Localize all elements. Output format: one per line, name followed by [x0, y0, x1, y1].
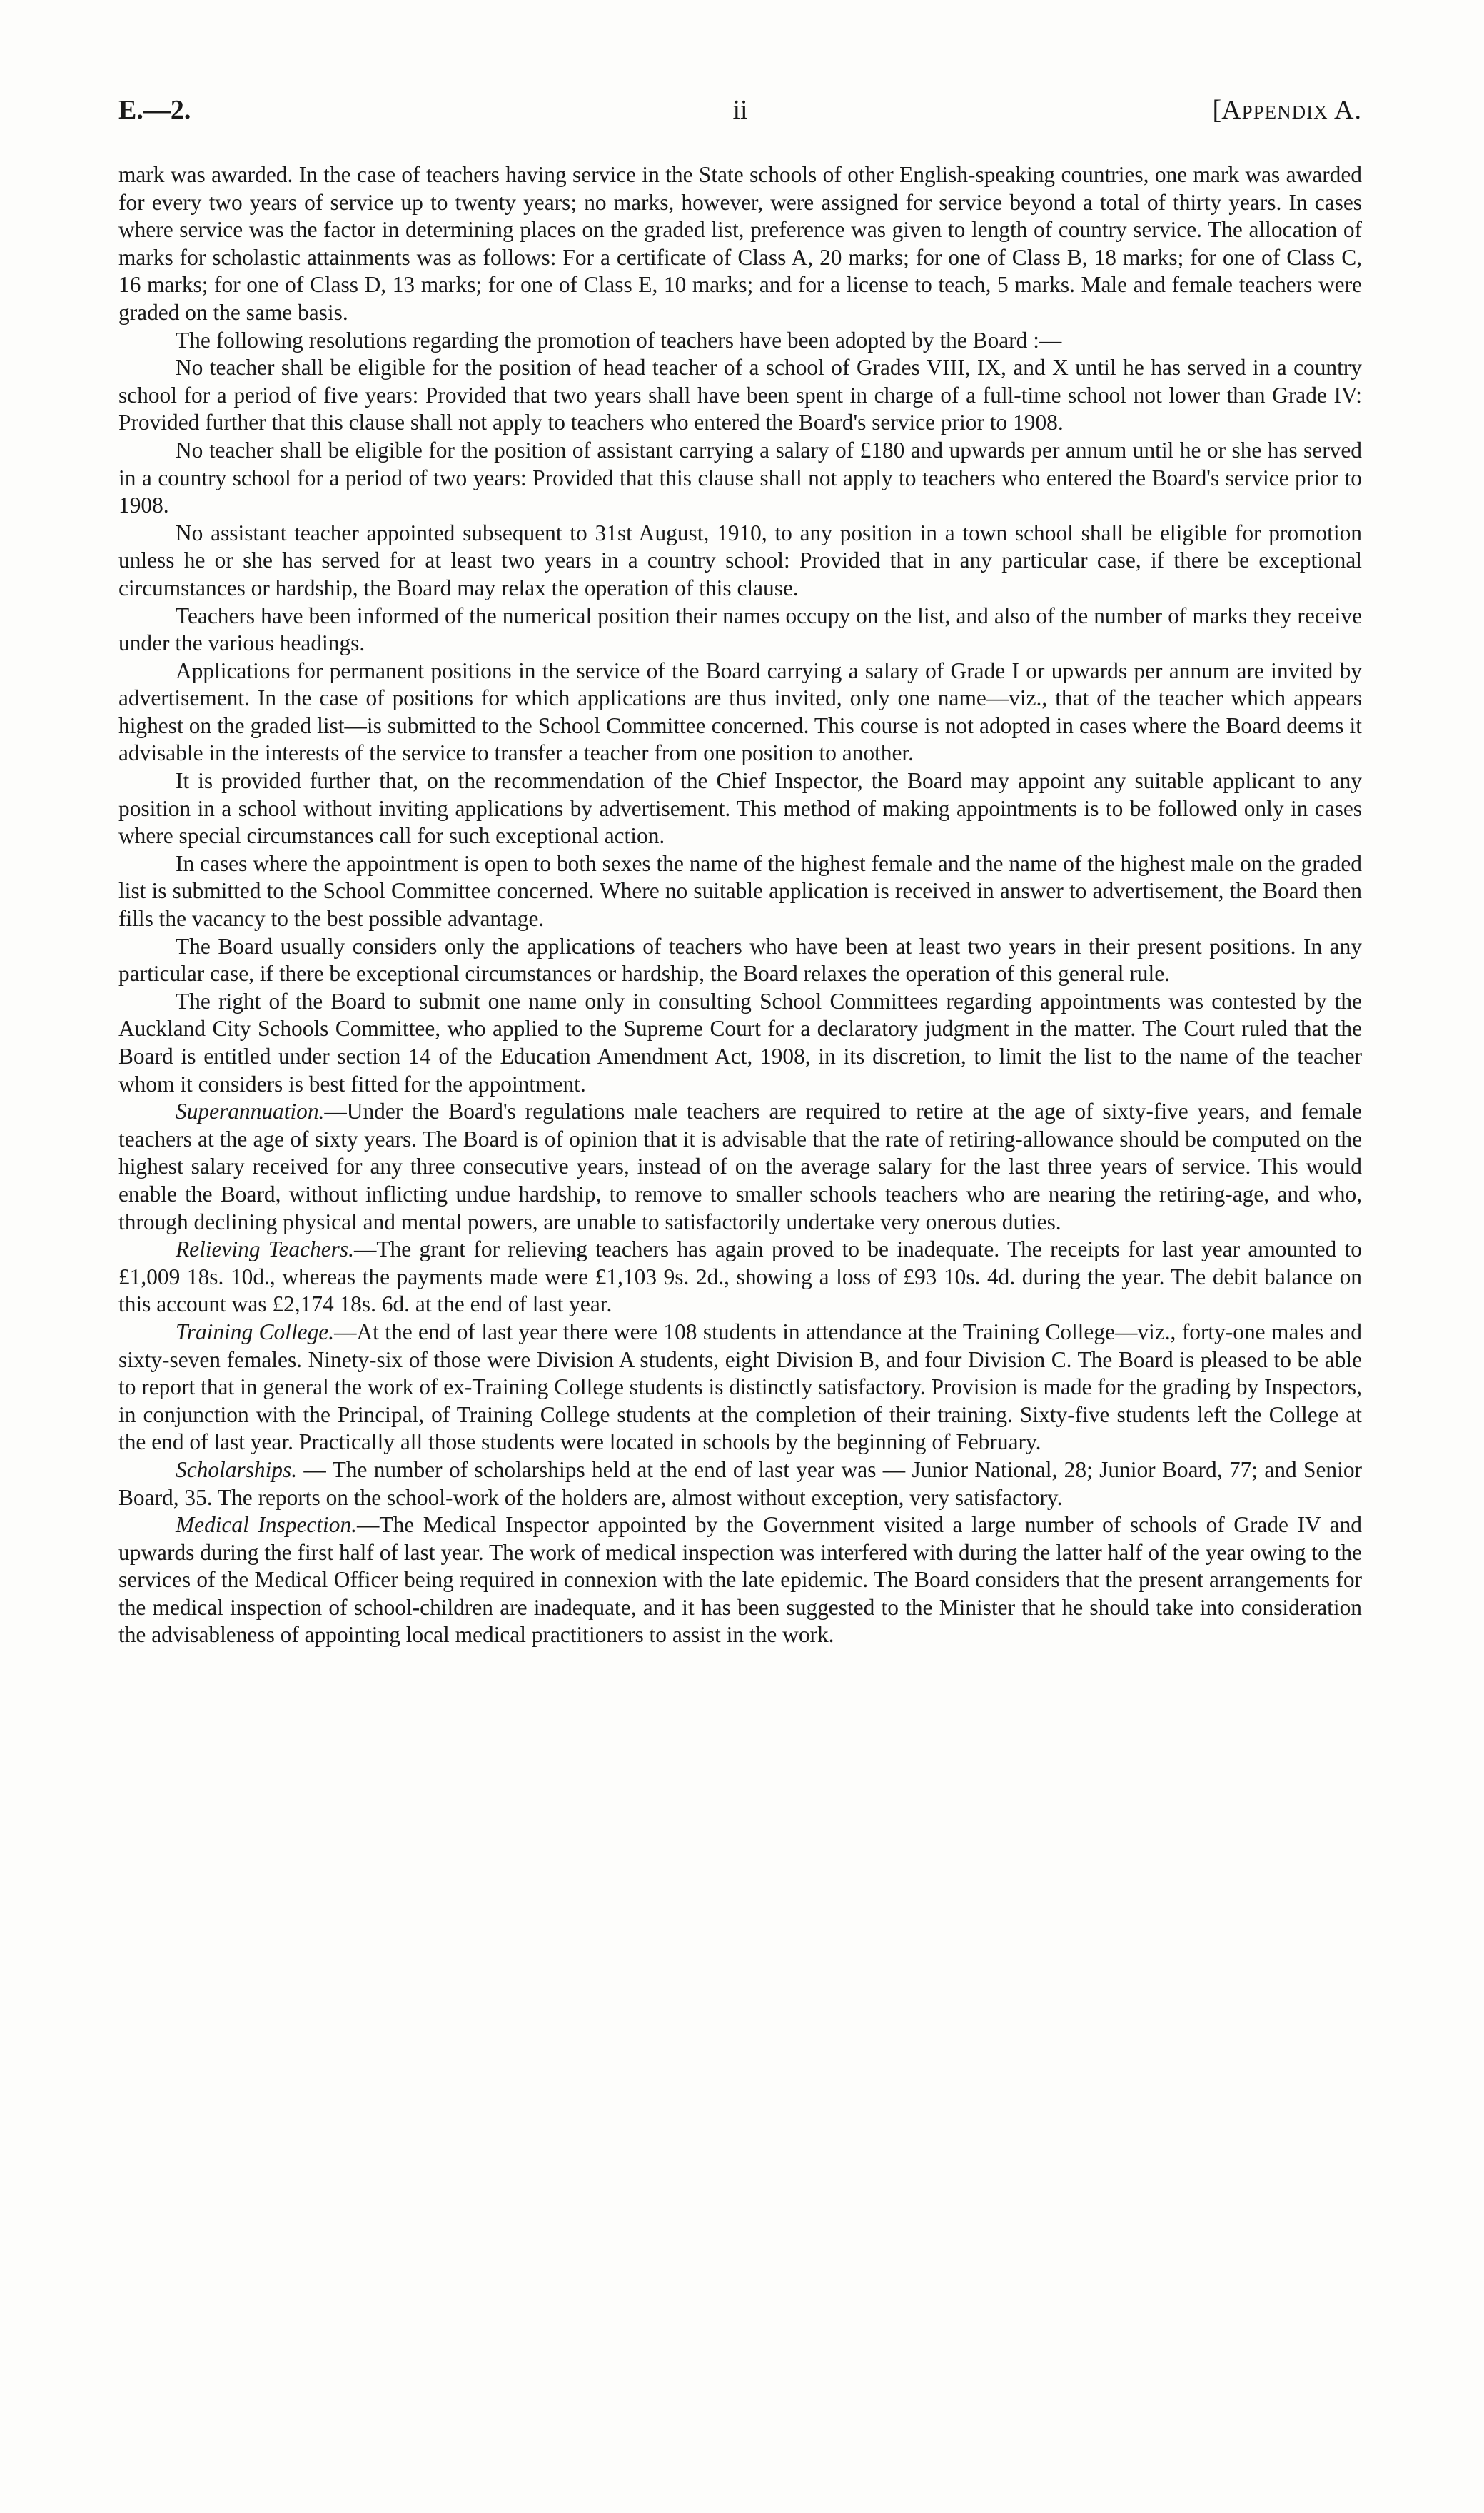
resolution-paragraph: No teacher shall be eligible for the position of assistant carrying a salary of £180 and upwards per annum until he or she has served in a country school for a period of two years: Provided that this clause shall not apply to teachers who entered the Board's service prior to 1908. [118, 437, 1362, 518]
appendix-label [1213, 94, 1362, 126]
section-text: —Under the Board's regulations male teachers are required to retire at the age of sixty-five years, and female teachers at the age of sixty years. The Board is of opinion that it is advisable that the rate of retiring-allowance should be computed on the highest salary received for any three consecutive years, instead of on the average salary for the last three years of service. This would enable the Board, without inflicting undue hardship, to remove to smaller schools teachers who are nearing the retiring-age, and who, through declining physical and mental powers, are unable to satisfactorily undertake very onerous duties. [118, 1099, 1362, 1234]
medical-inspection-section [118, 1511, 1362, 1649]
report-code: E.—2. [118, 95, 191, 125]
paragraph: Teachers have been informed of the numerical position their names occupy on the list, and also of the number of marks they receive under the various headings. [118, 603, 1362, 656]
section-text: —The Medical Inspector appointed by the Government visited a large number of schools of Grade IV and upwards during the first half of last year. The work of medical inspection was interfered with during the latter half of the year owing to the services of the Medical Officer being required in connexion with the late epidemic. The Board considers that the present arrangements for the medical inspection of school-children are inadequate, and it has been suggested to the Minister that he should take into consideration the advisableness of appointing local medical practitioners to assist in the work. [118, 1512, 1362, 1648]
paragraph: In cases where the appointment is open to both sexes the name of the highest female and the name of the highest male on the graded list is submitted to the School Committee concerned. Where no suitable application is received in answer to advertisement, the Board then fills the vacancy to the best possible advantage. [118, 850, 1362, 932]
section-text: — The number of scholarships held at the end of last year was — Junior National, 28; Junior Board, 77; and Senior Board, 35. The reports on the school-work of the holders are, almost without exception, very satisfactory. [118, 1456, 1362, 1510]
section-heading: Training College. [176, 1319, 335, 1344]
scholarships-section [118, 1456, 1362, 1511]
section-heading: Scholarships. [176, 1456, 298, 1482]
superannuation-section [118, 1098, 1362, 1236]
section-heading: Medical Inspection. [176, 1512, 358, 1538]
paragraph: The right of the Board to submit one name only in consulting School Committees regarding appointments was contested by the Auckland City Schools Committee, who applied to the Supreme Court for a declaratory judgment in the matter. The Court ruled that the Board is entitled under section 14 of the Education Amendment Act, 1908, in its discretion, to limit the list to the name of the teacher whom it considers is best fitted for the appointment. [118, 988, 1362, 1097]
relieving-teachers-section [118, 1236, 1362, 1319]
page-number: ii [732, 95, 748, 125]
resolution-paragraph: No teacher shall be eligible for the position of head teacher of a school of Grades VIII, IX, and X until he has served in a country school for a period of five years: Provided that two years shall have been spent in charge of a full-time school not lower than Grade IV: Provided further that this clause shall not apply to teachers who entered the Board's service prior to 1908. [118, 355, 1362, 435]
appendix-text: Appendix A. [1221, 95, 1362, 125]
page-header [118, 94, 1362, 137]
section-text: —At the end of last year there were 108 students in attendance at the Training College—viz., forty-one males and sixty-seven females. Ninety-six of those were Division A students, eight Division B, and four Division C. The Board is pleased to be able to report that in general the work of ex-Training College students is distinctly satisfactory. Provision is made for the grading by Inspectors, in conjunction with the Principal, of Training College students at the completion of their training. Sixty-five students left the College at the end of last year. Practically all those students were located in schools by the beginning of February. [118, 1319, 1363, 1455]
section-text: —The grant for relieving teachers has again proved to be inadequate. The receipts for last year amounted to £1,009 18s. 10d., whereas the payments made were £1,103 9s. 2d., showing a loss of £93 10s. 4d. during the year. The debit balance on this account was £2,174 18s. 6d. at the end of last year. [118, 1237, 1362, 1317]
section-heading: Relieving Teachers. [176, 1237, 354, 1262]
paragraph: The following resolutions regarding the promotion of teachers have been adopted by the Board :— [176, 327, 1062, 353]
paragraph: mark was awarded. In the case of teachers having service in the State schools of other English-speaking countries, one mark was awarded for every two years of service up to twenty years; no marks, however, were assigned for service beyond a total of thirty years. In cases where service was the factor in determining places on the graded list, preference was given to length of country service. The allocation of marks for scholastic attainments was as follows: For a certificate of Class A, 20 marks; for one of Class B, 18 marks; for one of Class C, 16 marks; for one of Class D, 13 marks; for one of Class E, 10 marks; and for a license to teach, 5 marks. Male and female teachers were graded on the same basis. [118, 162, 1362, 325]
body-text [118, 161, 1362, 1649]
training-college-section [118, 1319, 1362, 1456]
resolution-paragraph: No assistant teacher appointed subsequent to 31st August, 1910, to any position in a town school shall be eligible for promotion unless he or she has served for at least two years in a country school: Provided that in any particular case, if there be exceptional circumstances or hardship, the Board may relax the operation of this clause. [118, 520, 1362, 600]
paragraph: It is provided further that, on the recommendation of the Chief Inspector, the Board may appoint any suitable applicant to any position in a school without inviting applications by advertisement. This method of making appointments is to be followed only in cases where special circumstances call for such exceptional action. [118, 768, 1362, 849]
appendix-bracket: [ [1212, 95, 1222, 125]
paragraph: Applications for permanent positions in the service of the Board carrying a salary of Grade I or upwards per annum are invited by advertisement. In the case of positions for which applications are thus invited, only one name—viz., that of the teacher which appears highest on the graded list—is submitted to the School Committee concerned. This course is not adopted in cases where the Board deems it advisable in the interests of the service to transfer a teacher from one position to another. [118, 658, 1362, 766]
section-heading: Superannuation. [176, 1099, 325, 1124]
paragraph: The Board usually considers only the applications of teachers who have been at least two years in their present positions. In any particular case, if there be exceptional circumstances or hardship, the Board relaxes the operation of this general rule. [118, 933, 1362, 987]
